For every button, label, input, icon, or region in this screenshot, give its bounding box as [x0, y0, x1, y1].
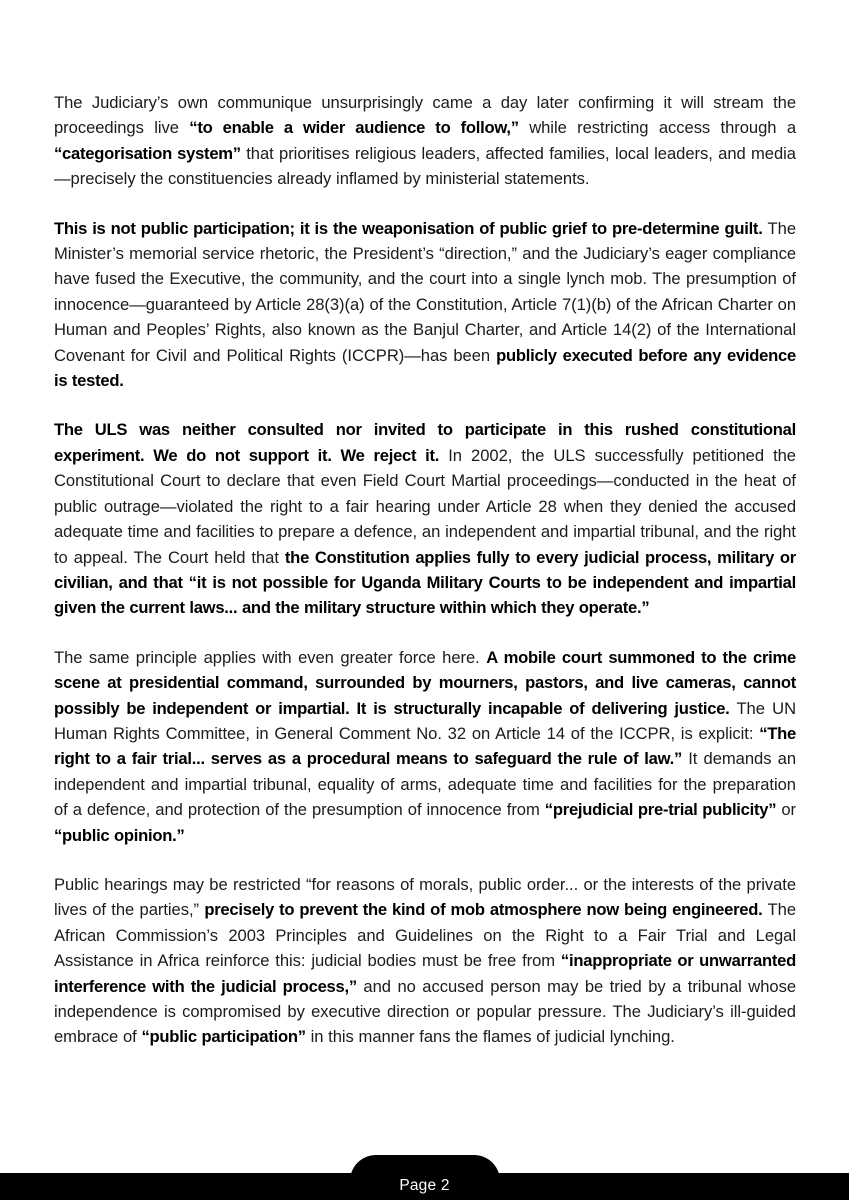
emphasised-text: A mobile court summoned to the crime scene at presidential command, surrounded by mourners, pastors, and live cameras, cannot possibly be independent or impartial. It is structurally incapable of delivering justice. [54, 647, 796, 718]
paragraph [54, 90, 796, 192]
page-number-label: Page 2 [399, 1177, 450, 1194]
body-text: It demands an independent and impartial tribunal, equality of arms, adequate time and facilities for the preparation of a defence, and protection of the presumption of innocence from [54, 749, 797, 820]
emphasised-text: “inappropriate or unwarranted interference with the judicial process,” [54, 951, 796, 996]
emphasised-text: The ULS was neither consulted nor invited to participate in this rushed constitutional experiment. We do not support it. We reject it. [54, 420, 796, 465]
body-text: The UN Human Rights Committee, in General Comment No. 32 on Article 14 of the ICCPR, is explicit: [54, 698, 797, 743]
body-text: The Judiciary’s own communique unsurprisingly came a day later confirming it will stream the proceedings live [54, 93, 796, 138]
body-text: and no accused person may be tried by a tribunal whose independence is compromised by executive direction or popular pressure. The Judiciary’s ill-guided embrace of [54, 976, 796, 1047]
body-text: In 2002, the ULS successfully petitioned the Constitutional Court to declare that even Field Court Martial proceedings—conducted in the heat of public outrage—violated the right to a fair hearing under Article 28 when they denied the accused adequate time and facilities to prepare a defence, an independent and impartial tribunal, and the right to appeal. The Court held that [54, 445, 796, 567]
document-body [54, 90, 796, 1050]
body-text: The same principle applies with even greater force here. [54, 647, 487, 667]
emphasised-text: precisely to prevent the kind of mob atmosphere now being engineered. [204, 900, 763, 920]
emphasised-text: “categorisation system” [54, 143, 241, 163]
body-text: The Minister’s memorial service rhetoric, the President’s “direction,” and the Judiciary’s eager compliance have fused the Executive, the community, and the court into a single lynch mob. The presumption of innocence—guaranteed by Article 28(3)(a) of the Constitution, Article 7(1)(b) of the African Charter on Human and Peoples’ Rights, also known as the Banjul Charter, and Article 14(2) of the International Covenant for Civil and Political Rights (ICCPR)—has been [54, 218, 796, 365]
paragraph [54, 216, 796, 394]
body-text: in this manner fans the flames of judicial lynching. [305, 1027, 675, 1047]
page-footer [0, 1173, 849, 1200]
emphasised-text: publicly executed before any evidence is tested. [54, 345, 796, 391]
body-text: while restricting access through a [518, 118, 796, 138]
paragraph [54, 417, 796, 620]
emphasised-text: “prejudicial pre-trial publicity” [544, 800, 777, 820]
body-text: or [776, 800, 796, 820]
emphasised-text: This is not public participation; it is the weaponisation of public grief to pre-determine guilt. [54, 218, 763, 238]
emphasised-text: “The right to a fair trial... serves as a procedural means to safeguard the rule of law.” [54, 723, 796, 769]
emphasised-text: “public opinion.” [54, 825, 185, 845]
paragraph [54, 645, 796, 848]
emphasised-text: “to enable a wider audience to follow,” [189, 118, 519, 138]
body-text: The African Commission’s 2003 Principles and Guidelines on the Right to a Fair Trial and Legal Assistance in Africa reinforce this: judicial bodies must be free from [54, 900, 796, 971]
emphasised-text: “public participation” [141, 1027, 306, 1047]
body-text: that prioritises religious leaders, affected families, local leaders, and media—precisely the constituencies already inflamed by ministerial statements. [54, 143, 796, 189]
emphasised-text: the Constitution applies fully to every judicial process, military or civilian, and that “it is not possible for Uganda Military Courts to be independent and impartial given the current laws... and the military structure within which they operate.” [54, 547, 796, 618]
body-text: Public hearings may be restricted “for reasons of morals, public order... or the interests of the private lives of the parties,” [54, 874, 796, 920]
paragraph [54, 872, 796, 1050]
